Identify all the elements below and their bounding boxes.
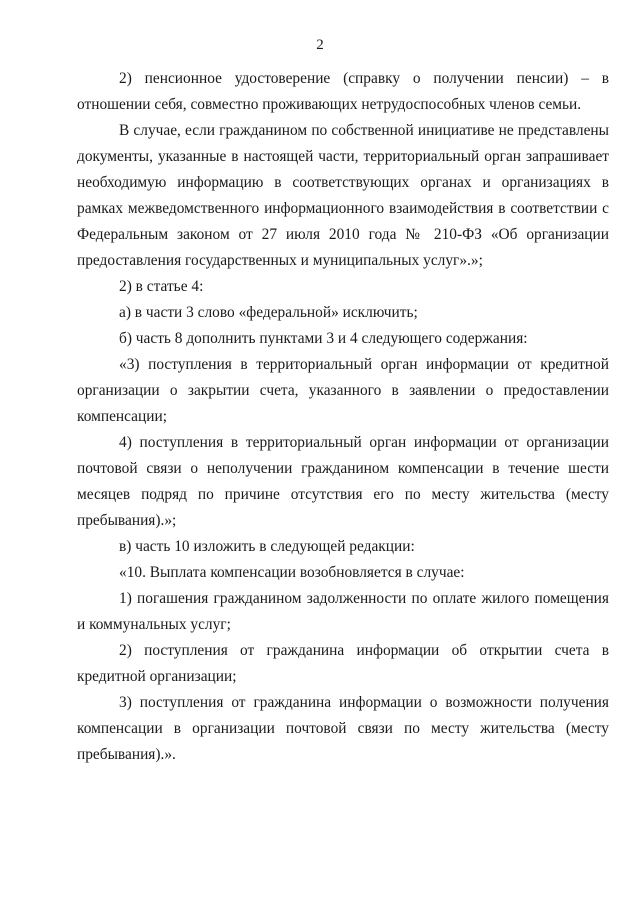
paragraph-point-3: «3) поступления в территориальный орган информации от кредитной организации о закрытии счета, указанного в заявлении о предоставлении компенсации; <box>77 356 609 425</box>
paragraph-resume-3: 3) поступления от гражданина информации о возможности получения компенсации в организации почтовой связи по месту жительства (месту пребывания).». <box>77 694 609 763</box>
paragraph-resume-1: 1) погашения гражданином задолженности по оплате жилого помещения и коммунальных услуг; <box>77 590 609 633</box>
paragraph-point-4: 4) поступления в территориальный орган информации от организации почтовой связи о неполучении гражданином компенсации в течение шести месяцев подряд по причине отсутствия его по месту жительства (месту пребывания).»; <box>77 434 609 529</box>
paragraph-part-10: «10. Выплата компенсации возобновляется в случае: <box>119 564 465 581</box>
paragraph-article-4: 2) в статье 4: <box>119 278 204 295</box>
document-body <box>77 66 609 768</box>
paragraph-item-v: в) часть 10 изложить в следующей редакции: <box>119 538 415 555</box>
paragraph-item-b: б) часть 8 дополнить пунктами 3 и 4 следующего содержания: <box>119 330 528 347</box>
paragraph-interagency-request: В случае, если гражданином по собственной инициативе не представлены документы, указанные в настоящей части, территориальный орган запрашивает необходимую информацию в соответствующих органах и организациях в рамках межведомственного информационного взаимодействия в соответствии с Федеральным законом от 27 июля 2010 года № 210-ФЗ «Об организации предоставления государственных и муниципальных услуг».»; <box>77 122 609 269</box>
page-number: 2 <box>316 37 324 53</box>
paragraph-resume-2: 2) поступления от гражданина информации об открытии счета в кредитной организации; <box>77 642 609 685</box>
paragraph-pension-certificate: 2) пенсионное удостоверение (справку о получении пенсии) – в отношении себя, совместно проживающих нетрудоспособных членов семьи. <box>77 70 609 113</box>
paragraph-item-a: а) в части 3 слово «федеральной» исключить; <box>119 304 418 321</box>
